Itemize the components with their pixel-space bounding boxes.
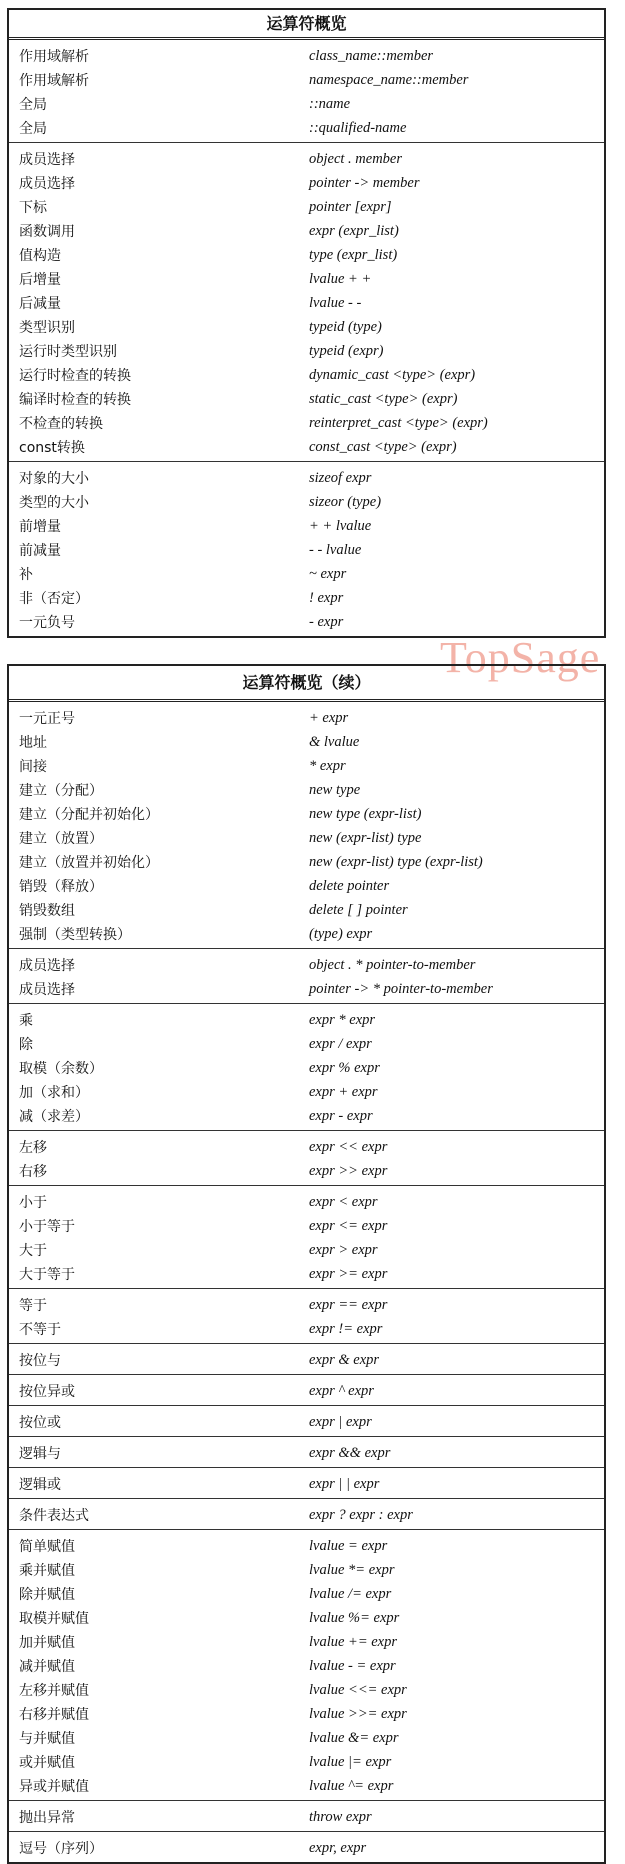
operator-name: 与并赋值 [19, 1731, 75, 1747]
operator-group [9, 1289, 604, 1344]
operator-expression: lvalue >>= expr [309, 1705, 407, 1722]
table-row [9, 291, 604, 315]
table-row [9, 850, 604, 874]
table-row [9, 898, 604, 922]
operator-expression: object . member [309, 150, 403, 167]
table-row [9, 1606, 604, 1630]
table-row [9, 243, 604, 267]
operator-name: 异或并赋值 [19, 1779, 89, 1795]
operator-name: 间接 [19, 759, 47, 775]
table-row [9, 1558, 604, 1582]
table-row [9, 802, 604, 826]
table-row [9, 922, 604, 946]
operator-name: 地址 [19, 735, 47, 751]
operator-group [9, 40, 604, 143]
table-row [9, 1726, 604, 1750]
table-row [9, 1348, 604, 1372]
operator-name: 销毁（释放） [19, 879, 103, 895]
operator-expression: lvalue += expr [309, 1633, 398, 1650]
operator-name: 乘 [19, 1013, 33, 1029]
operator-name: 乘并赋值 [19, 1563, 75, 1579]
table-row [9, 1774, 604, 1798]
operator-expression: expr < expr [309, 1193, 378, 1210]
operator-expression: lvalue *= expr [309, 1561, 395, 1578]
operator-expression: expr (expr_list) [309, 222, 399, 239]
table-row [9, 1503, 604, 1527]
operator-expression: ~ expr [309, 565, 347, 582]
operator-name: 销毁数组 [19, 903, 75, 919]
operator-name: 运行时类型识别 [19, 344, 117, 360]
operator-name: 按位或 [19, 1415, 61, 1431]
operator-name: 类型识别 [19, 320, 75, 336]
operator-group [9, 1832, 604, 1862]
operator-name: 大于等于 [19, 1267, 75, 1283]
table-row [9, 1630, 604, 1654]
operator-expression: expr | expr [309, 1413, 372, 1430]
operator-name: 成员选择 [19, 152, 75, 168]
operator-expression: expr % expr [309, 1059, 380, 1076]
operator-name: 前增量 [19, 519, 61, 535]
operator-name: 非（否定） [19, 591, 89, 607]
table-row [9, 171, 604, 195]
operator-group [9, 1468, 604, 1499]
table-row [9, 874, 604, 898]
operator-group [9, 1530, 604, 1801]
operator-name: 取模并赋值 [19, 1611, 89, 1627]
table-title: 运算符概览 [9, 10, 604, 40]
operator-expression: namespace_name::member [309, 71, 469, 88]
operator-name: 不等于 [19, 1322, 61, 1338]
operator-name: 建立（放置并初始化） [19, 855, 159, 871]
table-row [9, 1654, 604, 1678]
table-row [9, 1262, 604, 1286]
operator-name: 成员选择 [19, 176, 75, 192]
operator-expression: - expr [309, 613, 344, 630]
operator-group [9, 1801, 604, 1832]
operator-group [9, 1004, 604, 1131]
watermark-text: TopSage [440, 633, 601, 682]
operator-name: 全局 [19, 97, 47, 113]
table-row [9, 435, 604, 459]
table-row [9, 1750, 604, 1774]
operator-expression: + + lvalue [309, 517, 372, 534]
operator-expression: lvalue - = expr [309, 1657, 396, 1674]
table-row [9, 826, 604, 850]
operator-expression: throw expr [309, 1808, 372, 1825]
table-row [9, 195, 604, 219]
operator-group [9, 1375, 604, 1406]
operator-name: 减（求差） [19, 1109, 89, 1125]
operator-name: 右移 [19, 1164, 47, 1180]
operator-name: 下标 [19, 200, 47, 216]
table-body [9, 702, 604, 1862]
operator-expression: type (expr_list) [309, 246, 398, 263]
table-row [9, 1135, 604, 1159]
operator-expression: expr >> expr [309, 1162, 388, 1179]
operator-summary-table [7, 8, 606, 638]
table-row [9, 1678, 604, 1702]
operator-expression: expr - expr [309, 1107, 373, 1124]
operator-expression: lvalue = expr [309, 1537, 388, 1554]
operator-expression: object . * pointer-to-member [309, 956, 476, 973]
operator-expression: ! expr [309, 589, 344, 606]
table-row [9, 730, 604, 754]
table-row [9, 754, 604, 778]
operator-expression: expr & expr [309, 1351, 380, 1368]
table-row [9, 1238, 604, 1262]
operator-name: 一元负号 [19, 615, 75, 631]
operator-expression: lvalue <<= expr [309, 1681, 407, 1698]
table-row [9, 339, 604, 363]
operator-expression: expr / expr [309, 1035, 372, 1052]
table-row [9, 1008, 604, 1032]
operator-name: 编译时检查的转换 [19, 392, 131, 408]
operator-expression: expr > expr [309, 1241, 378, 1258]
table-row [9, 466, 604, 490]
operator-summary-table-continued [7, 664, 606, 1864]
operator-expression: * expr [309, 757, 346, 774]
table-row [9, 411, 604, 435]
operator-expression: expr <= expr [309, 1217, 388, 1234]
table-row [9, 1836, 604, 1860]
operator-expression: new type [309, 781, 361, 798]
table-row [9, 1702, 604, 1726]
table-row [9, 778, 604, 802]
operator-expression: - - lvalue [309, 541, 362, 558]
operator-name: 按位异或 [19, 1384, 75, 1400]
table-row [9, 1190, 604, 1214]
operator-expression: static_cast <type> (expr) [309, 390, 458, 407]
operator-group [9, 143, 604, 462]
operator-name: 逻辑或 [19, 1477, 61, 1493]
table-row [9, 538, 604, 562]
operator-group [9, 702, 604, 949]
table-row [9, 1159, 604, 1183]
table-row [9, 363, 604, 387]
operator-expression: lvalue |= expr [309, 1753, 392, 1770]
operator-name: 条件表达式 [19, 1508, 89, 1524]
operator-expression: new (expr-list) type [309, 829, 422, 846]
operator-name: 逻辑与 [19, 1446, 61, 1462]
operator-expression: expr + expr [309, 1083, 378, 1100]
operator-expression: delete [ ] pointer [309, 901, 408, 918]
operator-name: 作用域解析 [19, 49, 89, 65]
operator-expression: const_cast <type> (expr) [309, 438, 457, 455]
operator-name: 全局 [19, 121, 47, 137]
operator-group [9, 949, 604, 1004]
operator-name: 建立（放置） [19, 831, 103, 847]
table-row [9, 147, 604, 171]
operator-name: 作用域解析 [19, 73, 89, 89]
operator-expression: new type (expr-list) [309, 805, 422, 822]
operator-name: 减并赋值 [19, 1659, 75, 1675]
table-row [9, 514, 604, 538]
operator-name: 强制（类型转换） [19, 927, 131, 943]
operator-name: const转换 [19, 440, 85, 456]
operator-name: 大于 [19, 1243, 47, 1259]
operator-expression: sizeof expr [309, 469, 372, 486]
operator-expression: dynamic_cast <type> (expr) [309, 366, 476, 383]
operator-name: 小于等于 [19, 1219, 75, 1235]
operator-expression: expr ? expr : expr [309, 1506, 413, 1523]
operator-expression: lvalue &= expr [309, 1729, 399, 1746]
operator-expression: ::name [309, 95, 351, 112]
operator-name: 抛出异常 [19, 1810, 75, 1826]
table-row [9, 1032, 604, 1056]
operator-expression: lvalue ^= expr [309, 1777, 394, 1794]
operator-expression: & lvalue [309, 733, 360, 750]
table-row [9, 1805, 604, 1829]
operator-expression: lvalue %= expr [309, 1609, 400, 1626]
operator-name: 后增量 [19, 272, 61, 288]
operator-name: 后减量 [19, 296, 61, 312]
table-row [9, 1534, 604, 1558]
operator-name: 函数调用 [19, 224, 75, 240]
table-row [9, 1104, 604, 1128]
operator-expression: lvalue + + [309, 270, 372, 287]
operator-group [9, 462, 604, 636]
operator-expression: (type) expr [309, 925, 373, 942]
table-row [9, 387, 604, 411]
operator-group [9, 1406, 604, 1437]
operator-expression: pointer [expr] [309, 198, 392, 215]
operator-expression: expr && expr [309, 1444, 391, 1461]
table-row [9, 977, 604, 1001]
operator-expression: expr, expr [309, 1839, 367, 1856]
operator-name: 右移并赋值 [19, 1707, 89, 1723]
operator-expression: lvalue /= expr [309, 1585, 392, 1602]
operator-expression: expr << expr [309, 1138, 388, 1155]
operator-expression: pointer -> member [309, 174, 420, 191]
operator-name: 值构造 [19, 248, 61, 264]
table-row [9, 1472, 604, 1496]
table-row [9, 219, 604, 243]
table-row [9, 610, 604, 634]
operator-name: 前减量 [19, 543, 61, 559]
operator-expression: expr ^ expr [309, 1382, 374, 1399]
operator-expression: typeid (type) [309, 318, 382, 335]
operator-name: 左移并赋值 [19, 1683, 89, 1699]
operator-expression: lvalue - - [309, 294, 362, 311]
table-row [9, 1441, 604, 1465]
table-row [9, 92, 604, 116]
operator-expression: pointer -> * pointer-to-member [309, 980, 493, 997]
operator-expression: sizeor (type) [309, 493, 382, 510]
operator-name: 等于 [19, 1298, 47, 1314]
operator-name: 运行时检查的转换 [19, 368, 131, 384]
operator-name: 补 [19, 567, 33, 583]
operator-name: 逗号（序列） [19, 1841, 103, 1857]
operator-expression: typeid (expr) [309, 342, 384, 359]
operator-expression: expr * expr [309, 1011, 376, 1028]
table-row [9, 490, 604, 514]
table-row [9, 44, 604, 68]
operator-name: 对象的大小 [19, 471, 89, 487]
operator-expression: ::qualified-name [309, 119, 407, 136]
operator-expression: reinterpret_cast <type> (expr) [309, 414, 488, 431]
operator-name: 或并赋值 [19, 1755, 75, 1771]
operator-expression: class_name::member [309, 47, 434, 64]
operator-group [9, 1131, 604, 1186]
table-row [9, 1080, 604, 1104]
operator-expression: new (expr-list) type (expr-list) [309, 853, 483, 870]
operator-expression: expr >= expr [309, 1265, 388, 1282]
operator-group [9, 1437, 604, 1468]
operator-name: 不检查的转换 [19, 416, 103, 432]
table-row [9, 953, 604, 977]
table-row [9, 1317, 604, 1341]
table-row [9, 586, 604, 610]
table-row [9, 706, 604, 730]
operator-expression: expr | | expr [309, 1475, 380, 1492]
table-row [9, 315, 604, 339]
operator-name: 加并赋值 [19, 1635, 75, 1651]
operator-group [9, 1186, 604, 1289]
table-body [9, 40, 604, 636]
table-row [9, 1582, 604, 1606]
operator-name: 小于 [19, 1195, 47, 1211]
operator-expression: delete pointer [309, 877, 390, 894]
operator-name: 类型的大小 [19, 495, 89, 511]
table-row [9, 1056, 604, 1080]
operator-name: 加（求和） [19, 1085, 89, 1101]
operator-expression: + expr [309, 709, 349, 726]
operator-group [9, 1344, 604, 1375]
table-row [9, 1293, 604, 1317]
table-row [9, 1379, 604, 1403]
operator-group [9, 1499, 604, 1530]
operator-name: 简单赋值 [19, 1539, 75, 1555]
operator-expression: expr == expr [309, 1296, 388, 1313]
table-row [9, 267, 604, 291]
operator-name: 一元正号 [19, 711, 75, 727]
table-title: 运算符概览（续） [9, 666, 604, 702]
table-row [9, 68, 604, 92]
operator-name: 建立（分配并初始化） [19, 807, 159, 823]
operator-name: 按位与 [19, 1353, 61, 1369]
operator-name: 除并赋值 [19, 1587, 75, 1603]
operator-name: 除 [19, 1037, 33, 1053]
table-row [9, 1410, 604, 1434]
table-row [9, 116, 604, 140]
operator-expression: expr != expr [309, 1320, 383, 1337]
operator-name: 左移 [19, 1140, 47, 1156]
table-row [9, 1214, 604, 1238]
operator-name: 取模（余数） [19, 1061, 103, 1077]
table-row [9, 562, 604, 586]
operator-name: 成员选择 [19, 982, 75, 998]
operator-name: 建立（分配） [19, 783, 103, 799]
operator-name: 成员选择 [19, 958, 75, 974]
